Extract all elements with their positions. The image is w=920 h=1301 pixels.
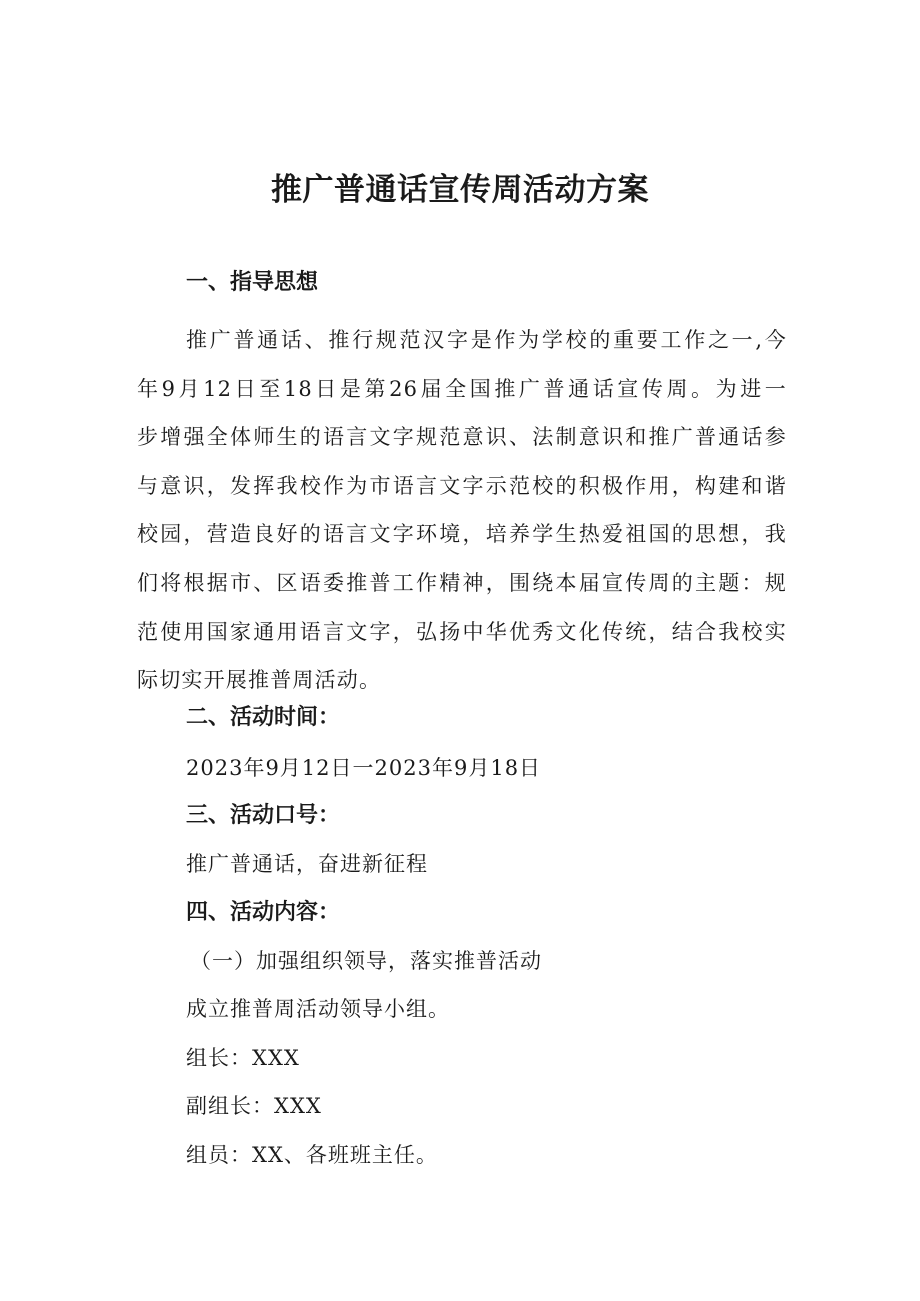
section-heading-guiding-ideology: 一、指导思想 <box>186 270 319 295</box>
section-heading-activity-time: 二、活动时间： <box>186 705 341 730</box>
paragraph-line: 们将根据市、区语委推普工作精神，围绕本届宣传周的主题：规 <box>137 570 787 595</box>
paragraph-line: 校园，营造良好的语言文字环境，培养学生热爱祖国的思想，我 <box>137 522 787 547</box>
paragraph-line: 推广普通话、推行规范汉字是作为学校的重要工作之一,今 <box>186 328 787 352</box>
section-heading-activity-slogan: 三、活动口号： <box>186 803 341 828</box>
section-paragraph-guiding-ideology <box>137 316 787 705</box>
paragraph-line: 年9月12日至18日是第26届全国推广普通话宣传周。为进一 <box>137 376 787 401</box>
activity-content-subheading: （一）加强组织领导，落实推普活动 <box>190 949 542 973</box>
paragraph-line: 际切实开展推普周活动。 <box>137 668 382 693</box>
activity-content-line: 组长：XXX <box>186 1046 300 1070</box>
paragraph-line: 步增强全体师生的语言文字规范意识、法制意识和推广普通话参 <box>137 425 787 450</box>
activity-content-line: 成立推普周活动领导小组。 <box>186 997 450 1021</box>
activity-content-line: 组员：XX、各班班主任。 <box>186 1143 438 1167</box>
document-title: 推广普通话宣传周活动方案 <box>271 172 649 208</box>
paragraph-line: 与意识，发挥我校作为市语言文字示范校的积极作用，构建和谐 <box>137 473 787 498</box>
activity-slogan-text: 推广普通话，奋进新征程 <box>186 852 428 876</box>
section-heading-activity-content: 四、活动内容： <box>186 900 341 925</box>
activity-content-line: 副组长：XXX <box>186 1094 322 1118</box>
paragraph-line: 范使用国家通用语言文字，弘扬中华优秀文化传统，结合我校实 <box>137 619 787 644</box>
activity-time-text: 2023年9月12日一2023年9月18日 <box>186 756 542 780</box>
